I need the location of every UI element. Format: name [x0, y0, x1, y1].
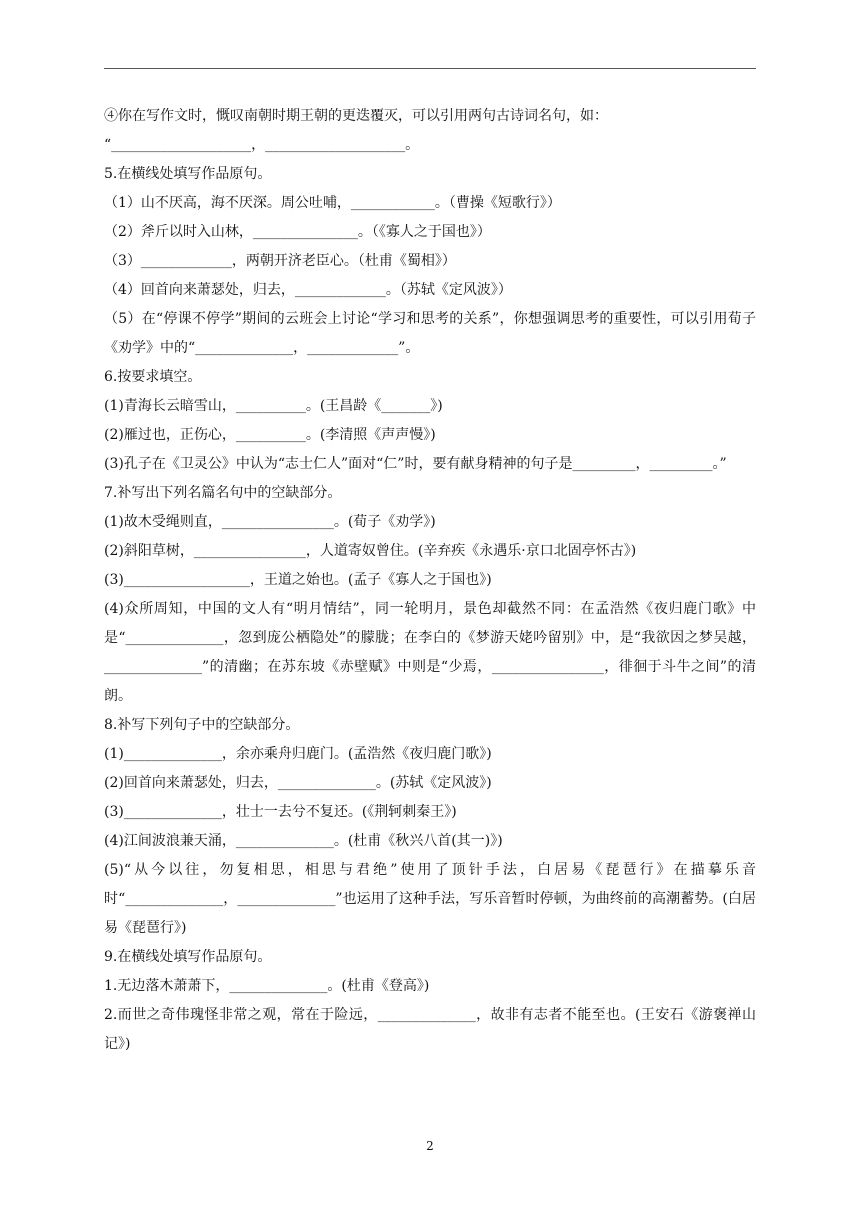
question-item: (1)青海长云暗雪山，__________。(王昌龄《_______》)	[104, 398, 443, 414]
section-heading: 8.补写下列句子中的空缺部分。	[104, 717, 300, 733]
section-heading: 7.补写出下列名篇名句中的空缺部分。	[104, 485, 342, 501]
header-rule	[104, 68, 756, 69]
question-item: (1)______________，余亦乘舟归鹿门。(孟浩然《夜归鹿门歌》)	[104, 746, 492, 762]
section-heading: 5.在横线处填写作品原句。	[104, 166, 272, 182]
question-item: （5）在“停课不停学”期间的云班会上讨论“学习和思考的关系”，你想强调思考的重要性，可以引用荀子《劝学》中的“______________，_____________”。	[104, 311, 756, 356]
question-item: (3)孔子在《卫灵公》中认为“志士仁人”面对“仁”时，要有献身精神的句子是_________，_________。”	[104, 456, 727, 472]
text-line: “____________________，____________________。	[104, 137, 420, 153]
question-item: (2)雁过也，正伤心，__________。(李清照《声声慢》)	[104, 427, 436, 443]
text-line: ④你在写作文时，慨叹南朝时期王朝的更迭覆灭，可以引用两句古诗词名句，如：	[104, 108, 608, 124]
page-number: 2	[426, 1139, 434, 1153]
question-item: (3)______________，壮士一去兮不复还。(《荆轲刺秦王》)	[104, 804, 457, 820]
section-heading: 9.在横线处填写作品原句。	[104, 949, 272, 965]
question-item: (4)众所周知，中国的文人有“明月情结”，同一轮明月，景色却截然不同：在孟浩然《夜归鹿门歌》中是“______________，忽到庞公栖隐处”的朦胧；在李白的《梦游天姥吟留别》中，是“我欲因之梦吴越，______________”的清幽；在苏东坡《赤壁赋》中则是“少焉，________________，徘徊于斗牛之间”的清朗。	[104, 601, 756, 704]
question-item: (3)__________________，王道之始也。(孟子《寡人之于国也》)	[104, 572, 492, 588]
question-item: （3）_____________，两朝开济老臣心。（杜甫《蜀相》）	[104, 253, 456, 269]
question-item: （2）斧斤以时入山林，_______________。（《寡人之于国也》）	[104, 224, 491, 240]
question-item: (1)故木受绳则直，________________。(荀子《劝学》)	[104, 514, 436, 530]
question-item: 1.无边落木萧萧下，______________。(杜甫《登高》)	[104, 978, 430, 994]
document-body	[104, 102, 756, 1059]
question-item: （1）山不厌高，海不厌深。周公吐哺，____________。（曹操《短歌行》）	[104, 195, 561, 211]
question-item: (4)江间波浪兼天涌，______________。(杜甫《秋兴八首(其一)》)	[104, 833, 503, 849]
question-item: （4）回首向来萧瑟处，归去，_____________。（苏轼《定风波》）	[104, 282, 512, 298]
question-item: (2)斜阳草树，________________，人道寄奴曾住。(辛弃疾《永遇乐·京口北固亭怀古》)	[104, 543, 637, 559]
question-item: (2)回首向来萧瑟处，归去，______________。(苏轼《定风波》)	[104, 775, 492, 791]
section-heading: 6.按要求填空。	[104, 369, 202, 385]
question-item: 2.而世之奇伟瑰怪非常之观，常在于险远，______________，故非有志者不能至也。(王安石《游褒禅山记》)	[104, 1007, 756, 1052]
question-item: (5)“从今以往，勿复相思，相思与君绝”使用了顶针手法，白居易《琵琶行》在描摹乐音时“______________，______________”也运用了这种手法，写乐音暂时停顿，为曲终前的高潮蓄势。(白居易《琵琶行》)	[104, 862, 756, 936]
